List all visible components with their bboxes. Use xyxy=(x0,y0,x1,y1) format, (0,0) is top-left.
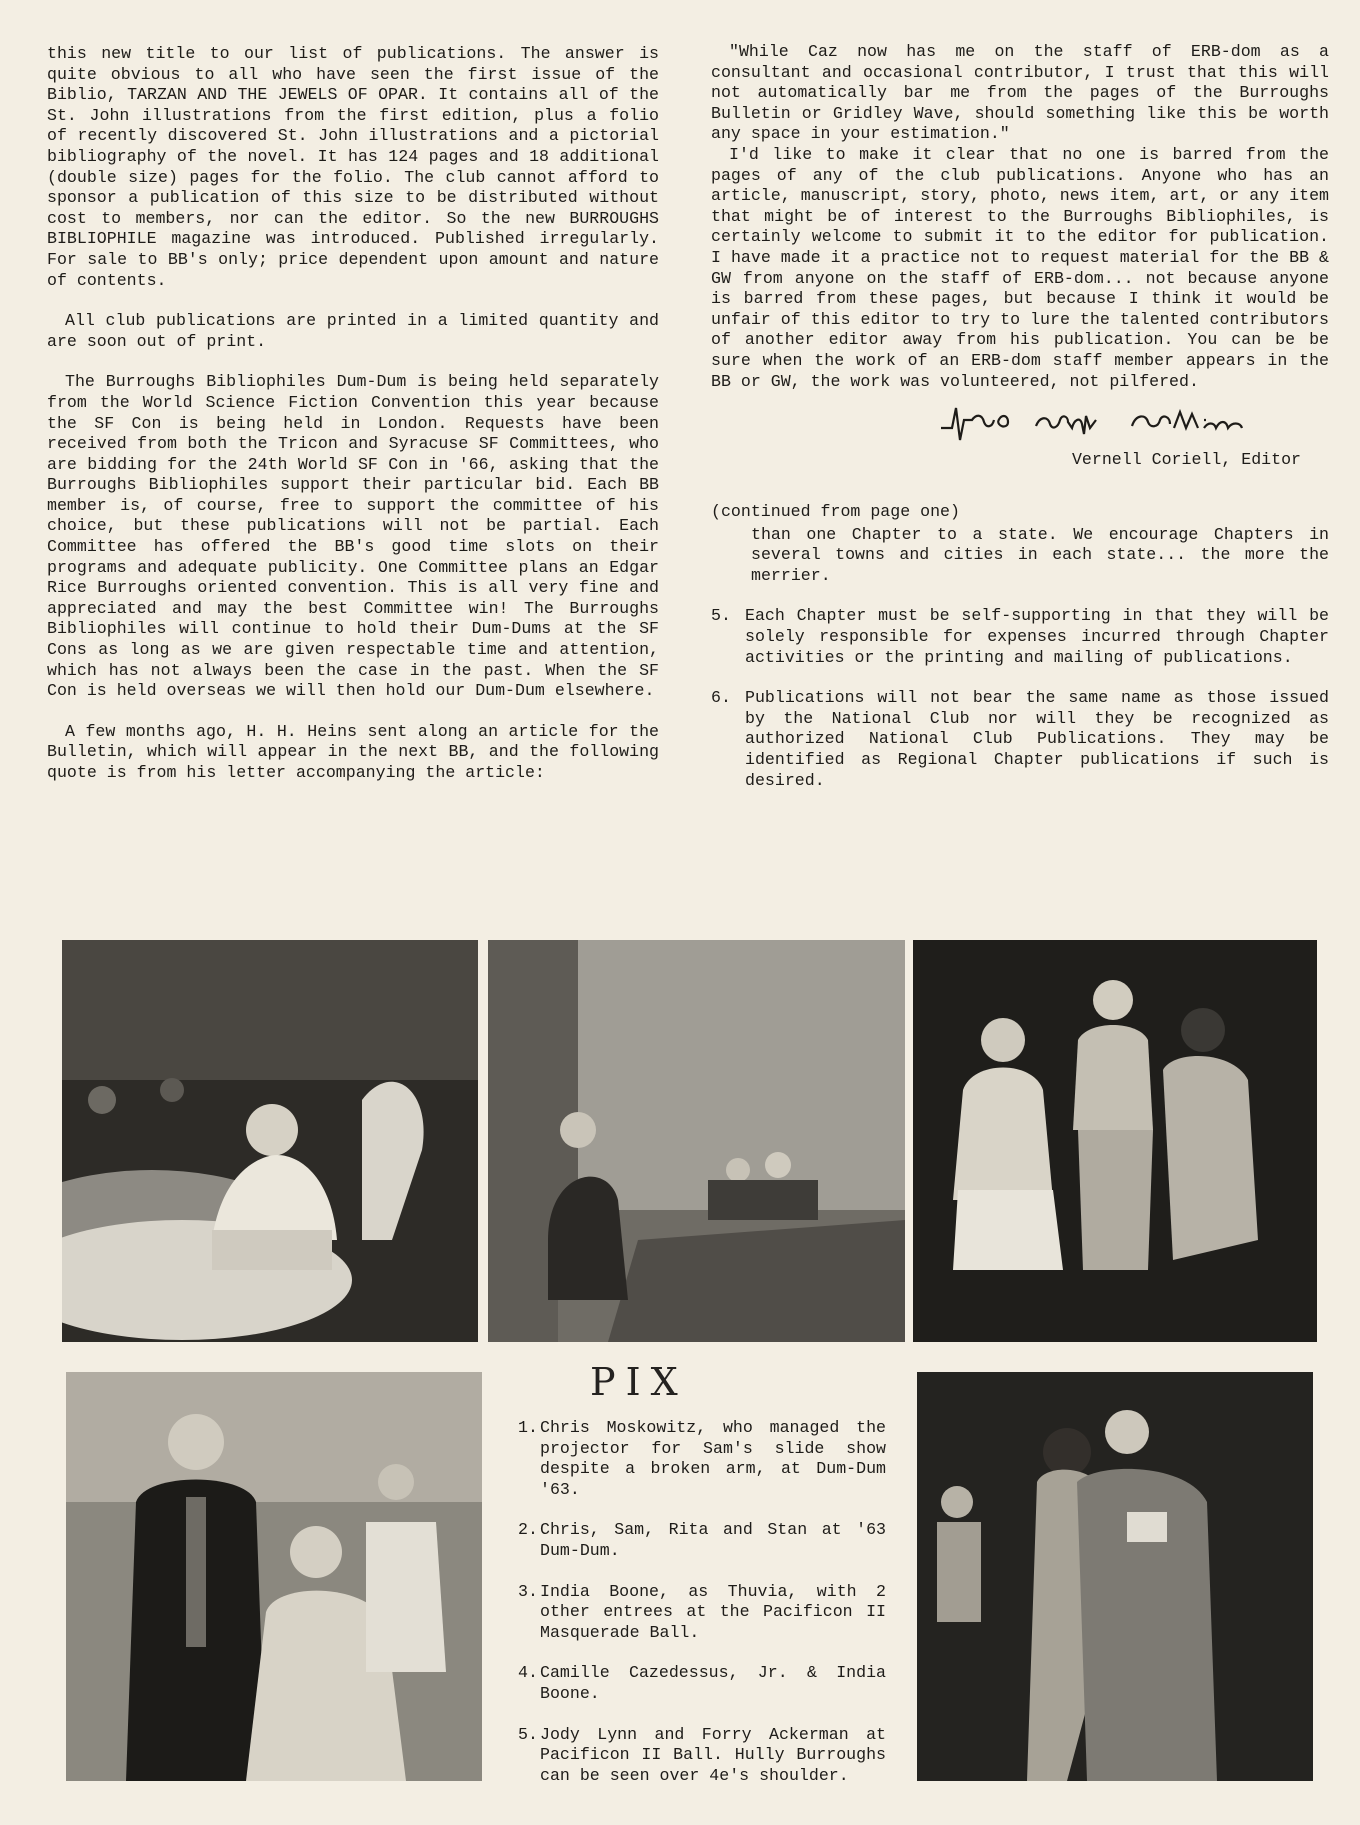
caption-item xyxy=(518,1520,886,1561)
paragraph-dum-dum: The Burroughs Bibliophiles Dum-Dum is being held separately from the World Science Fiction Convention this year because the SF Con is being held in London. Requests have been received from both the Tricon and Syracuse SF Committees, who are bidding for the 24th World SF Con in '66, asking that the Burroughs Bibliophiles support their particular bid. Each BB member is, of course, free to support the committee of his choice, but these publications will not be partial. Each Committee has offered the BB's good time slots on their programs and adequate publicity. One Committee plans an Edgar Rice Burroughs oriented convention. This is all very fine and appreciated and may the best Committee win! The Burroughs Bibliophiles will continue to hold their Dum-Dums at the SF Cons as long as we are given respectable time and attention, which has not always been the case in the past. When the SF Con is held overseas we will then hold our Dum-Dum elsewhere. xyxy=(47,372,659,701)
paragraph-editor-policy: I'd like to make it clear that no one is barred from the pages of any of the club publications. Anyone who has an article, manuscript, story, photo, news item, art, or any item that might be of interest to the Burroughs Bibliophiles, is certainly welcome to submit it to the editor for publication. I have made it a practice not to request material for the BB & GW from anyone on the staff of ERB-dom... not because anyone is barred from these pages, but because I think it would be unfair of this editor to try to lure the talented contributors of another editor away from his publication. You can be be sure when the work of an ERB-dom staff member appears in the BB or GW, the work was volunteered, not pilfered. xyxy=(711,144,1329,391)
heins-quote: "While Caz now has me on the staff of ERB-dom as a consultant and occasional contributor, I trust that this will not automatically bar me from the pages of the Burroughs Bulletin or Gridley Wave, should something like this be worth any space in your estimation." xyxy=(711,42,1329,144)
item-number: 6. xyxy=(711,688,731,708)
item-number: 5. xyxy=(711,606,731,626)
list-item xyxy=(711,688,1329,791)
photo-cazedessus-boone xyxy=(66,1372,482,1781)
pix-title: PIX xyxy=(590,1360,688,1404)
caption-number: 5. xyxy=(518,1724,538,1744)
photo-chris-moskowitz xyxy=(62,940,478,1342)
caption-item xyxy=(518,1418,886,1500)
caption-item xyxy=(518,1725,886,1787)
photo-captions xyxy=(518,1418,886,1806)
paragraph-heins-intro: A few months ago, H. H. Heins sent along an article for the Bulletin, which will appear in the next BB, and the following quote is from his letter accompanying the article: xyxy=(47,721,659,782)
caption-text: India Boone, as Thuvia, with 2 other entrees at the Pacificon II Masquerade Ball. xyxy=(540,1581,886,1642)
continued-text: than one Chapter to a state. We encourage Chapters in several towns and cities in each state... the more the merrier. xyxy=(751,524,1329,585)
continued-label: (continued from page one) xyxy=(711,502,960,522)
caption-item xyxy=(518,1582,886,1644)
caption-text: Camille Cazedessus, Jr. & India Boone. xyxy=(540,1663,886,1703)
caption-number: 3. xyxy=(518,1581,538,1601)
photo-lynn-ackerman xyxy=(917,1372,1313,1781)
caption-number: 1. xyxy=(518,1418,538,1437)
photo-masquerade-entrants xyxy=(913,940,1317,1342)
caption-item xyxy=(518,1663,886,1704)
signature-block xyxy=(711,394,1329,482)
right-column xyxy=(711,42,1329,811)
caption-number: 4. xyxy=(518,1663,538,1683)
left-column xyxy=(47,44,659,804)
photo-dum-dum-table xyxy=(488,940,905,1342)
caption-text: Jody Lynn and Forry Ackerman at Pacificon II Ball. Hully Burroughs can be seen over 4e's shoulder. xyxy=(540,1724,886,1785)
paragraph-biblio: this new title to our list of publications. The answer is quite obvious to all who have seen the first issue of the Biblio, TARZAN AND THE JEWELS OF OPAR. It contains all of the St. John illustrations from the first edition, plus a folio of recently discovered St. John illustrations and a pictorial bibliography of the novel. It has 124 pages and 18 additional (double size) pages for the folio. The club cannot afford to sponsor a publication of this size to be distributed without cost to members, nor can the editor. So the new BURROUGHS BIBLIOPHILE magazine was introduced. Published irregularly. For sale to BB's only; price dependent upon amount and nature of contents. xyxy=(47,44,659,290)
caption-text: Chris, Sam, Rita and Stan at '63 Dum-Dum. xyxy=(540,1520,886,1560)
item-text: Publications will not bear the same name as those issued by the National Club nor will they be recognized as authorized National Club Publications. They may be identified as Regional Chapter publications if such is desired. xyxy=(745,688,1329,790)
list-item xyxy=(711,606,1329,668)
editor-name: Vernell Coriell, Editor xyxy=(1071,450,1301,470)
item-text: Each Chapter must be self-supporting in that they will be solely responsible for expenses incurred through Chapter activities or the printing and mailing of publications. xyxy=(745,606,1329,667)
caption-text: Chris Moskowitz, who managed the projector for Sam's slide show despite a broken arm, at Dum-Dum '63. xyxy=(540,1418,886,1499)
paragraph-limited-quantity: All club publications are printed in a limited quantity and are soon out of print. xyxy=(47,311,659,351)
handwritten-signature xyxy=(936,398,1316,448)
caption-number: 2. xyxy=(518,1520,538,1540)
